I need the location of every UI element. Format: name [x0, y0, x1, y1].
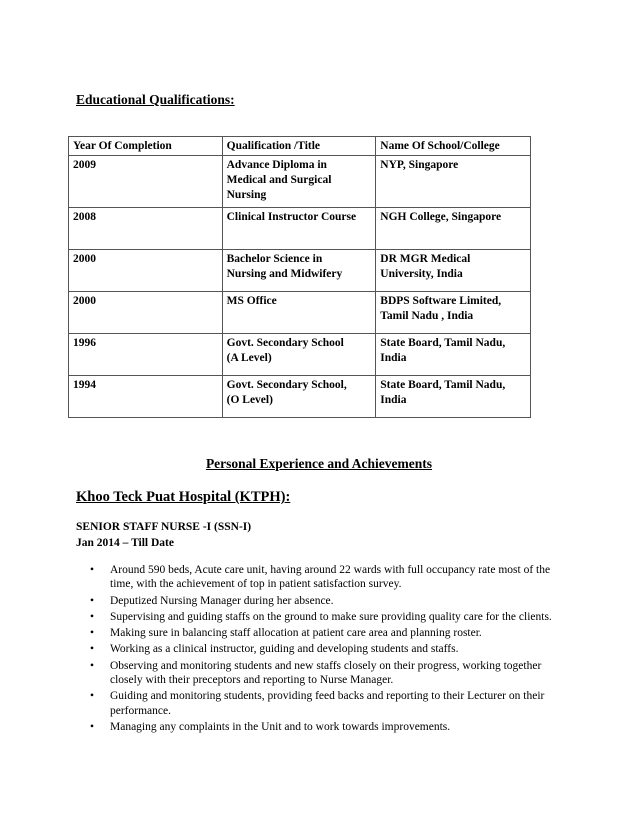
- list-item: [76, 610, 566, 624]
- qualification-line: Medical and Surgical: [226, 174, 332, 186]
- school-line: India: [380, 394, 407, 406]
- duty-text: Supervising and guiding staffs on the ground to make sure providing quality care for the clients.: [110, 610, 552, 623]
- cell-year: [69, 334, 223, 376]
- school-line: DR MGR Medical: [380, 253, 471, 265]
- bullet-icon: •: [90, 690, 95, 703]
- cell-school: [376, 292, 531, 334]
- school-line: NGH College, Singapore: [380, 211, 502, 223]
- list-item: [76, 626, 566, 640]
- school-line: Tamil Nadu , India: [380, 310, 474, 322]
- qualification-line: Advance Diploma in: [226, 159, 327, 171]
- table-row: [69, 292, 531, 334]
- qualification-line: Bachelor Science in: [226, 253, 323, 265]
- bullet-icon: •: [90, 594, 95, 607]
- qualification-line: (A Level): [226, 352, 272, 364]
- cell-school: [376, 334, 531, 376]
- table-header-row: [69, 137, 531, 156]
- duty-text: Managing any complaints in the Unit and to work towards improvements.: [110, 720, 451, 733]
- header-year: Year Of Completion: [69, 137, 223, 156]
- bullet-icon: •: [90, 627, 95, 640]
- cell-school: [376, 208, 531, 250]
- qualifications-table-body: [69, 156, 531, 418]
- cell-year: [69, 208, 223, 250]
- cell-qualification: [222, 292, 376, 334]
- qualification-line: Govt. Secondary School,: [226, 379, 347, 391]
- school-line: BDPS Software Limited,: [380, 295, 502, 307]
- header-school: Name Of School/College: [376, 137, 531, 156]
- list-item: [76, 659, 566, 688]
- duty-text: Around 590 beds, Acute care unit, having around 22 wards with full occupancy rate most of the time, with the achievement of top in patient satisfaction survey.: [110, 564, 551, 591]
- school-line: State Board, Tamil Nadu,: [380, 337, 506, 349]
- duty-text: Guiding and monitoring students, providing feed backs and reporting to their Lecturer on their performance.: [110, 690, 545, 717]
- cell-school: [376, 250, 531, 292]
- year-text: 2000: [73, 253, 96, 265]
- table-row: [69, 334, 531, 376]
- hospital-name: Khoo Teck Puat Hospital (KTPH):: [76, 489, 291, 505]
- qualification-line: MS Office: [226, 295, 277, 307]
- personal-experience-heading: Personal Experience and Achievements: [205, 456, 433, 471]
- job-title: SENIOR STAFF NURSE -I (SSN-I): [76, 521, 252, 533]
- year-text: 2008: [73, 211, 96, 223]
- list-item: [76, 563, 566, 592]
- qualifications-table: [68, 136, 531, 418]
- cell-year: [69, 376, 223, 418]
- list-item: [76, 689, 566, 718]
- year-text: 2009: [73, 159, 96, 171]
- cell-year: [69, 292, 223, 334]
- duties-list: [76, 563, 566, 736]
- job-period: Jan 2014 – Till Date: [76, 537, 174, 549]
- cell-qualification: [222, 376, 376, 418]
- table-row: [69, 250, 531, 292]
- qualification-line: Govt. Secondary School: [226, 337, 344, 349]
- list-item: [76, 720, 566, 734]
- table-row: [69, 208, 531, 250]
- cell-year: [69, 156, 223, 208]
- qualification-line: Clinical Instructor Course: [226, 211, 357, 223]
- school-line: University, India: [380, 268, 463, 280]
- bullet-icon: •: [90, 659, 95, 672]
- cell-school: [376, 376, 531, 418]
- bullet-icon: •: [90, 564, 95, 576]
- table-row: [69, 156, 531, 208]
- school-line: State Board, Tamil Nadu,: [380, 379, 506, 391]
- year-text: 1996: [73, 337, 96, 349]
- list-item: [76, 642, 566, 656]
- cell-qualification: [222, 208, 376, 250]
- educational-qualifications-heading: Educational Qualifications:: [76, 92, 235, 107]
- qualification-line: Nursing and Midwifery: [226, 268, 343, 280]
- duty-text: Deputized Nursing Manager during her absence.: [110, 594, 334, 607]
- duty-text: Making sure in balancing staff allocation at patient care area and planning roster.: [110, 627, 482, 640]
- cell-school: [376, 156, 531, 208]
- cell-qualification: [222, 250, 376, 292]
- qualification-line: Nursing: [226, 189, 267, 201]
- year-text: 2000: [73, 295, 96, 307]
- school-line: India: [380, 352, 407, 364]
- bullet-icon: •: [90, 610, 95, 623]
- header-qualification: Qualification /Title: [222, 137, 376, 156]
- bullet-icon: •: [90, 720, 95, 733]
- table-row: [69, 376, 531, 418]
- cell-qualification: [222, 334, 376, 376]
- duty-text: Observing and monitoring students and new staffs closely on their progress, working together closely with their preceptors and reporting to Nurse Manager.: [110, 659, 542, 687]
- school-line: NYP, Singapore: [380, 159, 459, 171]
- cell-year: [69, 250, 223, 292]
- qualification-line: (O Level): [226, 394, 273, 406]
- cell-qualification: [222, 156, 376, 208]
- year-text: 1994: [73, 379, 96, 391]
- list-item: [76, 594, 566, 608]
- duty-text: Working as a clinical instructor, guiding and developing students and staffs.: [110, 643, 459, 656]
- bullet-icon: •: [90, 643, 95, 656]
